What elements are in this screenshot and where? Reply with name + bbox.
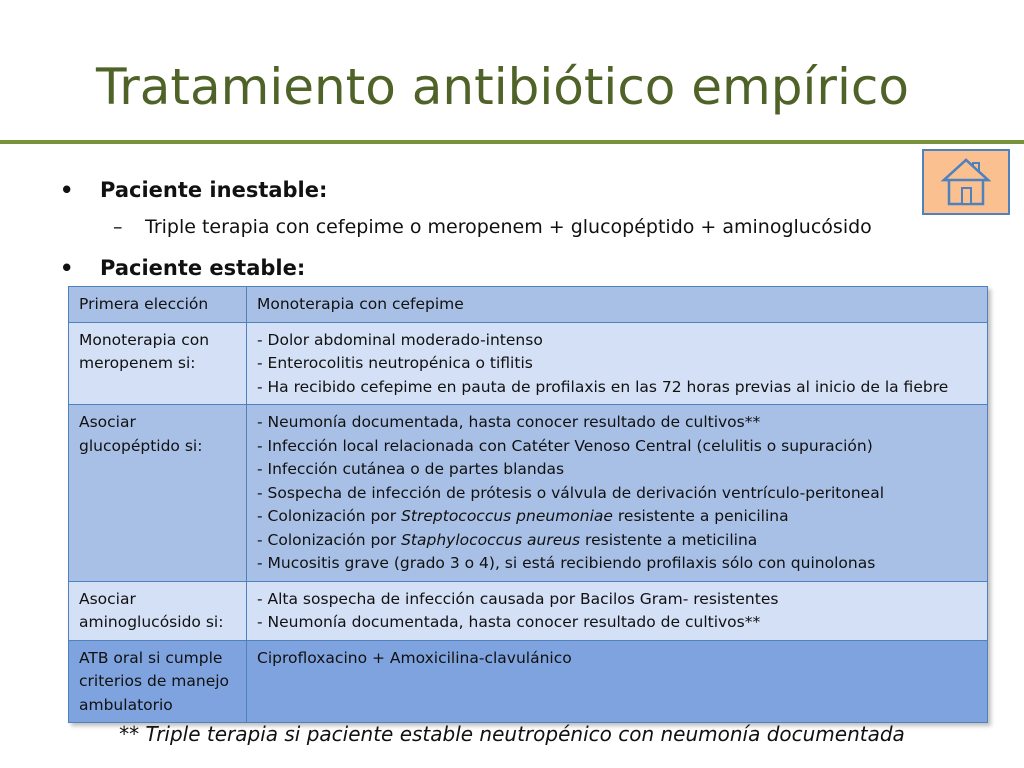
slide-title: Tratamiento antibiótico empírico [96,58,909,116]
row-content [247,581,988,640]
row-label: Monoterapia con meropenem si: [69,322,247,405]
bullet-stable [60,256,305,280]
treatment-table [68,286,988,723]
bullet-stable-label: Paciente estable: [100,256,306,280]
organism-name: Streptococcus pneumoniae [401,507,613,525]
row-line: - Alta sospecha de infección causada por Bacilos Gram- resistentes [257,589,779,608]
table-row [69,287,988,323]
row-line: - Neumonía documentada, hasta conocer resultado de cultivos** [257,413,761,431]
bullet-unstable-label: Paciente inestable: [100,178,328,202]
house-icon [940,156,992,208]
table-row [69,640,988,723]
row-line: - Neumonía documentada, hasta conocer resultado de cultivos** [257,613,761,631]
sub-bullet-unstable-text: Triple terapia con cefepime o meropenem + glucopéptido + aminoglucósido [145,216,872,238]
row-line: Monoterapia con cefepime [257,295,464,313]
table-row [69,405,988,582]
row-content [247,405,988,582]
line-pre: - Colonización por [257,507,402,525]
row-line: - Ha recibido cefepime en pauta de profilaxis en las 72 horas previas al inicio de la fiebre [257,377,949,396]
row-content [247,640,988,723]
row-line: - Mucositis grave (grado 3 o 4), si está recibiendo profilaxis sólo con quinolonas [257,554,876,572]
home-button[interactable] [922,149,1010,215]
row-line: - Dolor abdominal moderado-intenso [257,330,543,349]
row-label: ATB oral si cumple criterios de manejo ambulatorio [69,640,247,723]
row-line: Ciprofloxacino + Amoxicilina-clavulánico [257,648,572,667]
row-label: Asociar glucopéptido si: [69,405,247,582]
footnote: ** Triple terapia si paciente estable neutropénico con neumonía documentada [119,722,905,746]
row-line: - Infección cutánea o de partes blandas [257,460,565,478]
row-label: Primera elección [69,287,247,323]
line-post: resistente a penicilina [612,507,789,525]
row-line: - Sospecha de infección de prótesis o válvula de derivación ventrículo-peritoneal [257,483,885,502]
bullet-unstable [60,178,327,202]
sub-bullet-dash: – [113,216,123,238]
row-line-italic [257,505,977,529]
bullet-dot: • [60,178,74,202]
title-underline [0,140,1024,144]
row-line-italic [257,529,977,553]
line-post: resistente a meticilina [580,530,758,549]
table-row [69,581,988,640]
row-content [247,287,988,323]
row-label: Asociar aminoglucósido si: [69,581,247,640]
row-content [247,322,988,405]
row-line: - Infección local relacionada con Catéter Venoso Central (celulitis o supuración) [257,436,873,455]
sub-bullet-unstable [113,216,872,238]
bullet-dot: • [60,256,74,280]
line-pre: - Colonización por [257,530,402,549]
row-line: - Enterocolitis neutropénica o tiflitis [257,354,533,372]
organism-name: Staphylococcus aureus [401,530,581,549]
table-row [69,322,988,405]
